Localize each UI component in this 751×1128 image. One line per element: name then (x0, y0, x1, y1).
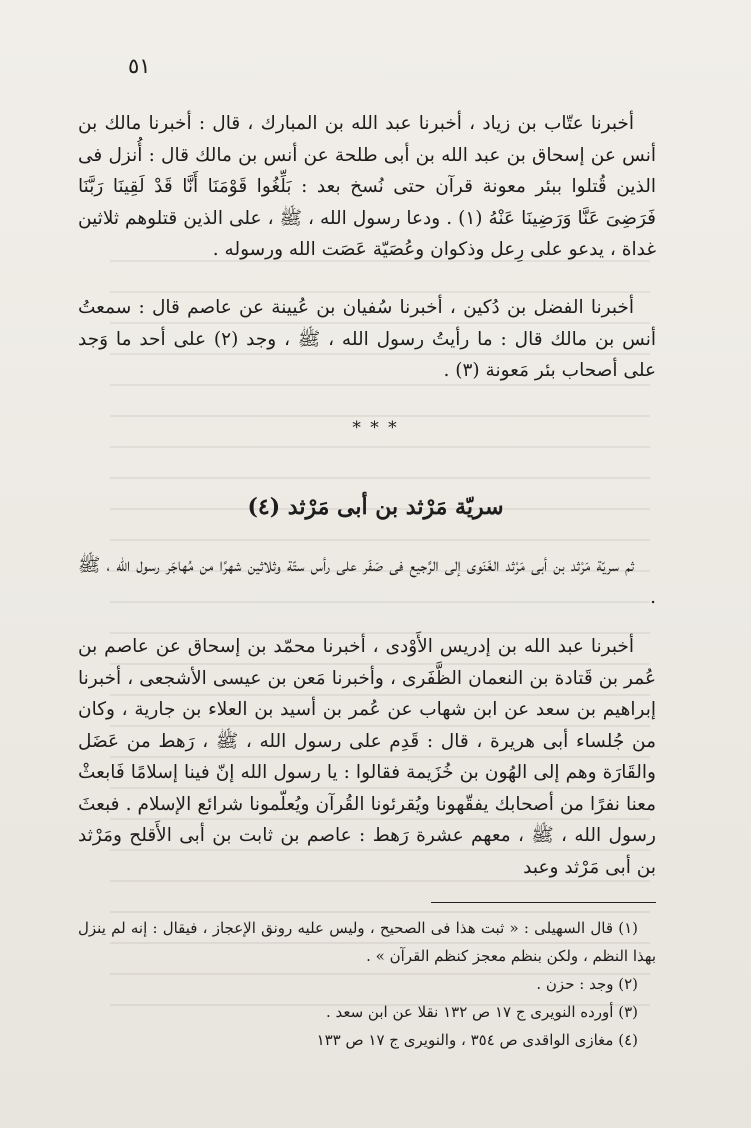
page-number: ٥١ (128, 54, 151, 78)
footnote-3: (٣) أورده النويرى ج ١٧ ص ١٣٢ نقلا عن ابن سعد . (325, 1003, 638, 1021)
section-separator: * * * (352, 418, 399, 438)
footnote-1: (١) قال السهيلى : « ثبت هذا فى الصحيح ، وليس عليه رونق الإعجاز ، فيقال : إنه لم ينزل بهذا النظم ، ولكن بنظم معجز كنظم القرآن » . (78, 919, 656, 965)
paragraph: أخبرنا الفضل بن دُكين ، أخبرنا سُفيان بن عُيينة عن عاصم قال : سمعتُ أنس بن مالك قال : ما رأيتُ رسول الله ، ﷺ ، وجد (٢) على أحد ما وَجد على أصحاب بئر مَعونة (٣) . (78, 297, 656, 381)
paragraph-group-2 (78, 292, 656, 387)
paragraph: أخبرنا عتّاب بن زياد ، أخبرنا عبد الله بن المبارك ، قال : أخبرنا مالك بن أنس عن إسحاق بن عبد الله بن أبى طلحة عن أنس بن مالك قال : أُنزل فى الذين قُتلوا ببئر معونة قرآن حتى نُسخ بعد : بَلِّغُوا قَوْمَنَا أَنَّا قَدْ لَقِينَا رَبَّنَا فَرَضِىَ عَنَّا وَرَضِينَا عَنْهُ (١) . ودعا رسول الله ، ﷺ ، على الذين قتلوهم ثلاثين غداة ، يدعو على رِعل وذكوان وعُصَيّة عَصَت الله ورسوله . (78, 113, 656, 260)
paragraph: ثم سريّة مَرْثد بن أبى مَرْثد الغَنَوى إلى الرَّجيع فى صَفَر على رأس ستّة وثلاثين شهرًا من مُهاجَر رسول الله ، ﷺ . (78, 555, 656, 608)
paragraph-group-1 (78, 108, 656, 266)
paragraph-group-4 (78, 631, 656, 883)
section-title: سريّة مَرْثد بن أبى مَرْثد (٤) (247, 494, 504, 520)
footnote-4: (٤) مغازى الواقدى ص ٣٥٤ ، والنويرى ج ١٧ ص ١٣٣ (316, 1031, 638, 1049)
footnotes (78, 914, 656, 1054)
footnote-divider (431, 902, 656, 903)
paragraph-group-3 (78, 550, 656, 613)
paragraph: أخبرنا عبد الله بن إدريس الأَوْدى ، أخبرنا محمّد بن إسحاق عن عاصم بن عُمر بن قَتادة بن النعمان الظَّفَرى ، وأخبرنا مَعن بن عيسى الأشجعى ، أخبرنا إبراهيم بن سعد عن ابن شهاب عن عُمر بن أسيد بن العلاء بن جارية ، وكان من جُلساء أبى هريرة ، قال : قَدِم على رسول الله ، ﷺ ، رَهط من عَضَل والقَارَة وهم إلى الهُون بن خُزَيمة فقالوا : يا رسول الله إنّ فينا إسلامًا فَابعثْ معنا نفرًا من أصحابك يفقّهونا ويُقرئونا القُرآن ويُعلّمونا شرائع الإسلام . فبعثَ رسول الله ، ﷺ ، معهم عشرة رَهط : عاصم بن ثابت بن أبى الأَقلح ومَرْثد بن أبى مَرْثد وعبد (78, 636, 656, 878)
footnote-2: (٢) وجد : حزن . (536, 975, 638, 993)
